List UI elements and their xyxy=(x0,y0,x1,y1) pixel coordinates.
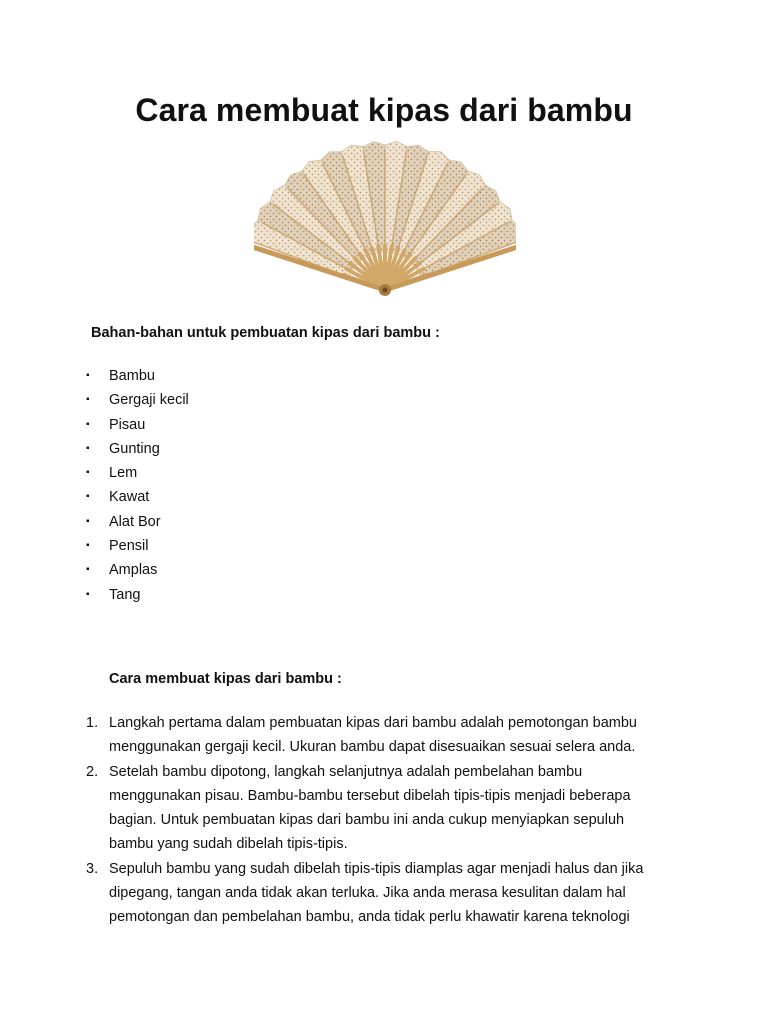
list-item-label: Kawat xyxy=(109,489,150,506)
bullet-icon: ▪ xyxy=(86,515,90,527)
list-item-label: Gergaji kecil xyxy=(109,392,189,409)
list-item-label: Alat Bor xyxy=(109,513,161,530)
bullet-icon: ▪ xyxy=(86,442,90,454)
bullet-icon: ▪ xyxy=(86,540,90,552)
step-text-line: bambu yang sudah dibelah tipis-tipis. xyxy=(109,836,348,853)
list-item xyxy=(86,512,189,536)
list-item-label: Tang xyxy=(109,586,141,603)
list-item xyxy=(86,390,189,414)
step-text-line: Langkah pertama dalam pembuatan kipas dari bambu adalah pemotongan bambu xyxy=(109,715,637,731)
step-text-line: menggunakan gergaji kecil. Ukuran bambu dapat disesuaikan sesuai selera anda. xyxy=(109,739,636,756)
step-text-line: dipegang, tangan anda tidak akan terluka. Jika anda merasa kesulitan dalam hal xyxy=(109,885,626,902)
bullet-icon: ▪ xyxy=(86,588,90,600)
list-item-label: Pensil xyxy=(109,538,149,555)
fan-ribs xyxy=(254,149,516,289)
step-text-line: pemotongan dan pembelahan bambu, anda tidak perlu khawatir karena teknologi xyxy=(109,909,630,926)
step-item xyxy=(86,760,686,857)
list-item xyxy=(86,439,189,463)
list-item xyxy=(86,366,189,390)
step-text xyxy=(109,857,686,930)
step-text-line: Sepuluh bambu yang sudah dibelah tipis-tipis diamplas agar menjadi halus dan jika xyxy=(109,860,644,877)
list-item xyxy=(86,560,189,584)
materials-list xyxy=(86,366,189,609)
list-item-label: Pisau xyxy=(109,416,146,433)
bullet-icon: ▪ xyxy=(86,491,90,503)
list-item-label: Lem xyxy=(109,465,138,482)
step-text-line: Setelah bambu dipotong, langkah selanjutnya adalah pembelahan bambu xyxy=(109,763,583,780)
list-item xyxy=(86,487,189,511)
list-item xyxy=(86,463,189,487)
step-item xyxy=(86,711,686,760)
step-text xyxy=(109,760,686,857)
bullet-icon: ▪ xyxy=(86,467,90,479)
step-text-line: bagian. Untuk pembuatan kipas dari bambu ini anda cukup menyiapkan sepuluh xyxy=(109,812,625,829)
step-text-line: menggunakan pisau. Bambu-bambu tersebut dibelah tipis-tipis menjadi beberapa xyxy=(109,787,631,804)
list-item-label: Gunting xyxy=(109,440,160,457)
bullet-icon: ▪ xyxy=(86,370,90,381)
fan-image xyxy=(254,140,516,302)
list-item xyxy=(86,415,189,439)
steps-list xyxy=(86,711,686,930)
step-item xyxy=(86,857,686,930)
steps-heading: Cara membuat kipas dari bambu : xyxy=(109,671,342,687)
step-number: 3. xyxy=(86,860,99,877)
list-item xyxy=(86,536,189,560)
step-number: 2. xyxy=(86,763,99,780)
bullet-icon: ▪ xyxy=(86,564,90,576)
list-item-label: Bambu xyxy=(109,368,155,384)
page-title: Cara membuat kipas dari bambu xyxy=(135,92,633,128)
bamboo-fan-illustration-icon xyxy=(254,140,516,302)
bullet-icon: ▪ xyxy=(86,394,90,406)
step-number: 1. xyxy=(86,715,99,731)
list-item-label: Amplas xyxy=(109,562,158,579)
list-item xyxy=(86,585,189,609)
materials-heading: Bahan-bahan untuk pembuatan kipas dari bambu : xyxy=(91,325,440,341)
bullet-icon: ▪ xyxy=(86,418,90,430)
step-text xyxy=(109,711,686,760)
